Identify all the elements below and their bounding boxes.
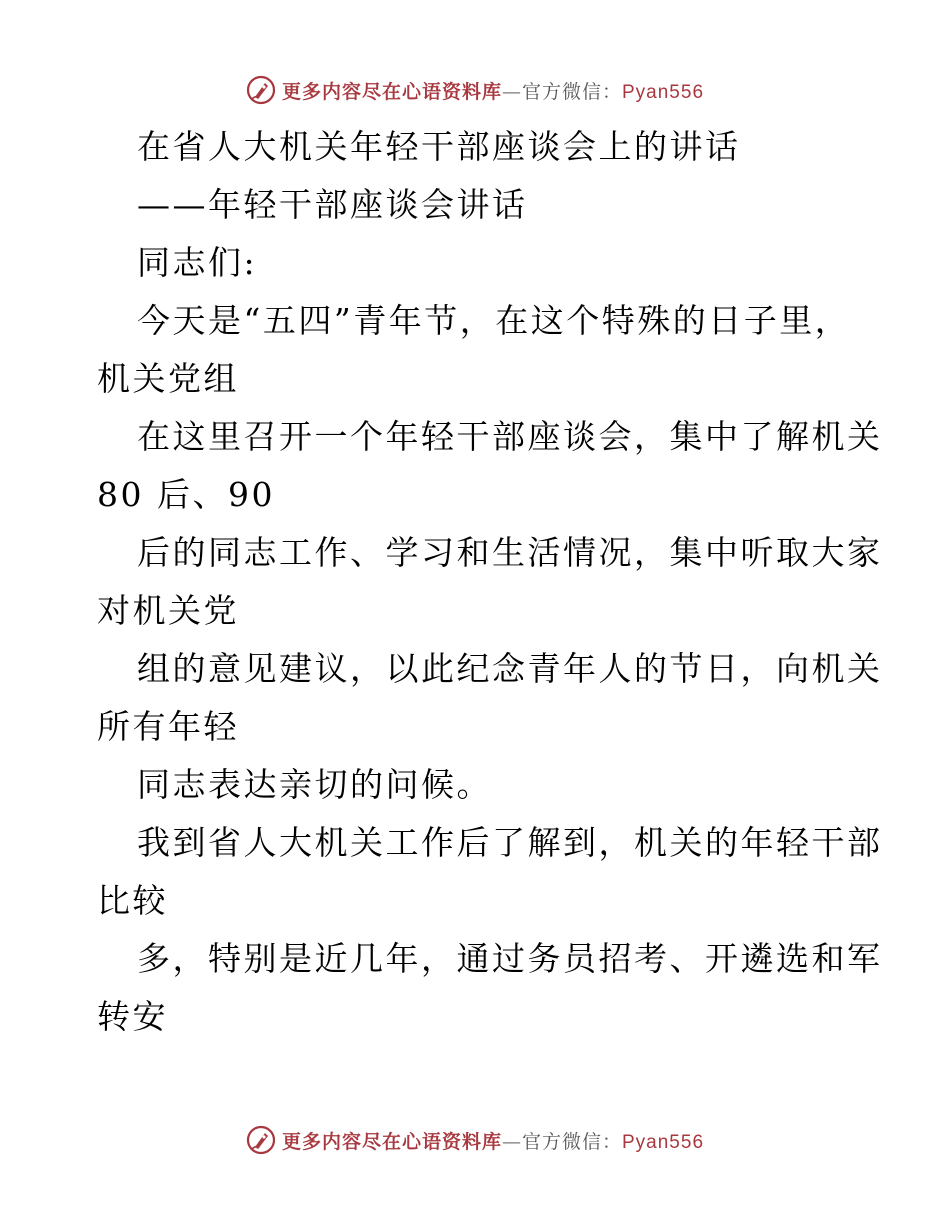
- document-subtitle: ——年轻干部座谈会讲话: [137, 185, 528, 224]
- paragraph-line: 今天是“五四”青年节，在这个特殊的日子里，: [137, 301, 851, 340]
- watermark-wechat-label: 官方微信：: [521, 80, 622, 103]
- document-title: 在省人大机关年轻干部座谈会上的讲话: [137, 127, 741, 166]
- watermark-separator: —: [501, 1130, 522, 1153]
- paragraph-line: 在这里召开一个年轻干部座谈会，集中了解机关: [137, 417, 883, 456]
- watermark-wechat-id: Pyan556: [622, 1131, 705, 1153]
- pen-nib-icon: [246, 1125, 276, 1155]
- paragraph-line: 对机关党: [97, 591, 239, 630]
- paragraph-line: 机关党组: [97, 359, 239, 398]
- paragraph-line: 80 后、90: [97, 475, 275, 514]
- watermark-separator: —: [501, 80, 522, 103]
- paragraph-line: 所有年轻: [97, 707, 239, 746]
- paragraph-line: 转安: [97, 997, 168, 1036]
- watermark-text: [282, 77, 704, 104]
- watermark-site: 更多内容尽在心语资料库: [281, 80, 502, 103]
- header-watermark: [0, 70, 950, 110]
- paragraph-line: 我到省人大机关工作后了解到，机关的年轻干部: [137, 823, 883, 862]
- watermark-wechat-id: Pyan556: [622, 81, 705, 103]
- pen-nib-icon: [246, 75, 276, 105]
- paragraph-line: 比较: [97, 881, 168, 920]
- paragraph-line: 多，特别是近几年，通过务员招考、开遴选和军: [137, 939, 883, 978]
- paragraph-line: 后的同志工作、学习和生活情况，集中听取大家: [137, 533, 883, 572]
- paragraph-line: 同志表达亲切的问候。: [137, 765, 492, 804]
- salutation: 同志们:: [137, 243, 258, 282]
- footer-watermark: [0, 1120, 950, 1160]
- watermark-text: [282, 1127, 704, 1154]
- paragraph-line: 组的意见建议，以此纪念青年人的节日，向机关: [137, 649, 883, 688]
- watermark-wechat-label: 官方微信：: [521, 1130, 622, 1153]
- watermark-site: 更多内容尽在心语资料库: [281, 1130, 502, 1153]
